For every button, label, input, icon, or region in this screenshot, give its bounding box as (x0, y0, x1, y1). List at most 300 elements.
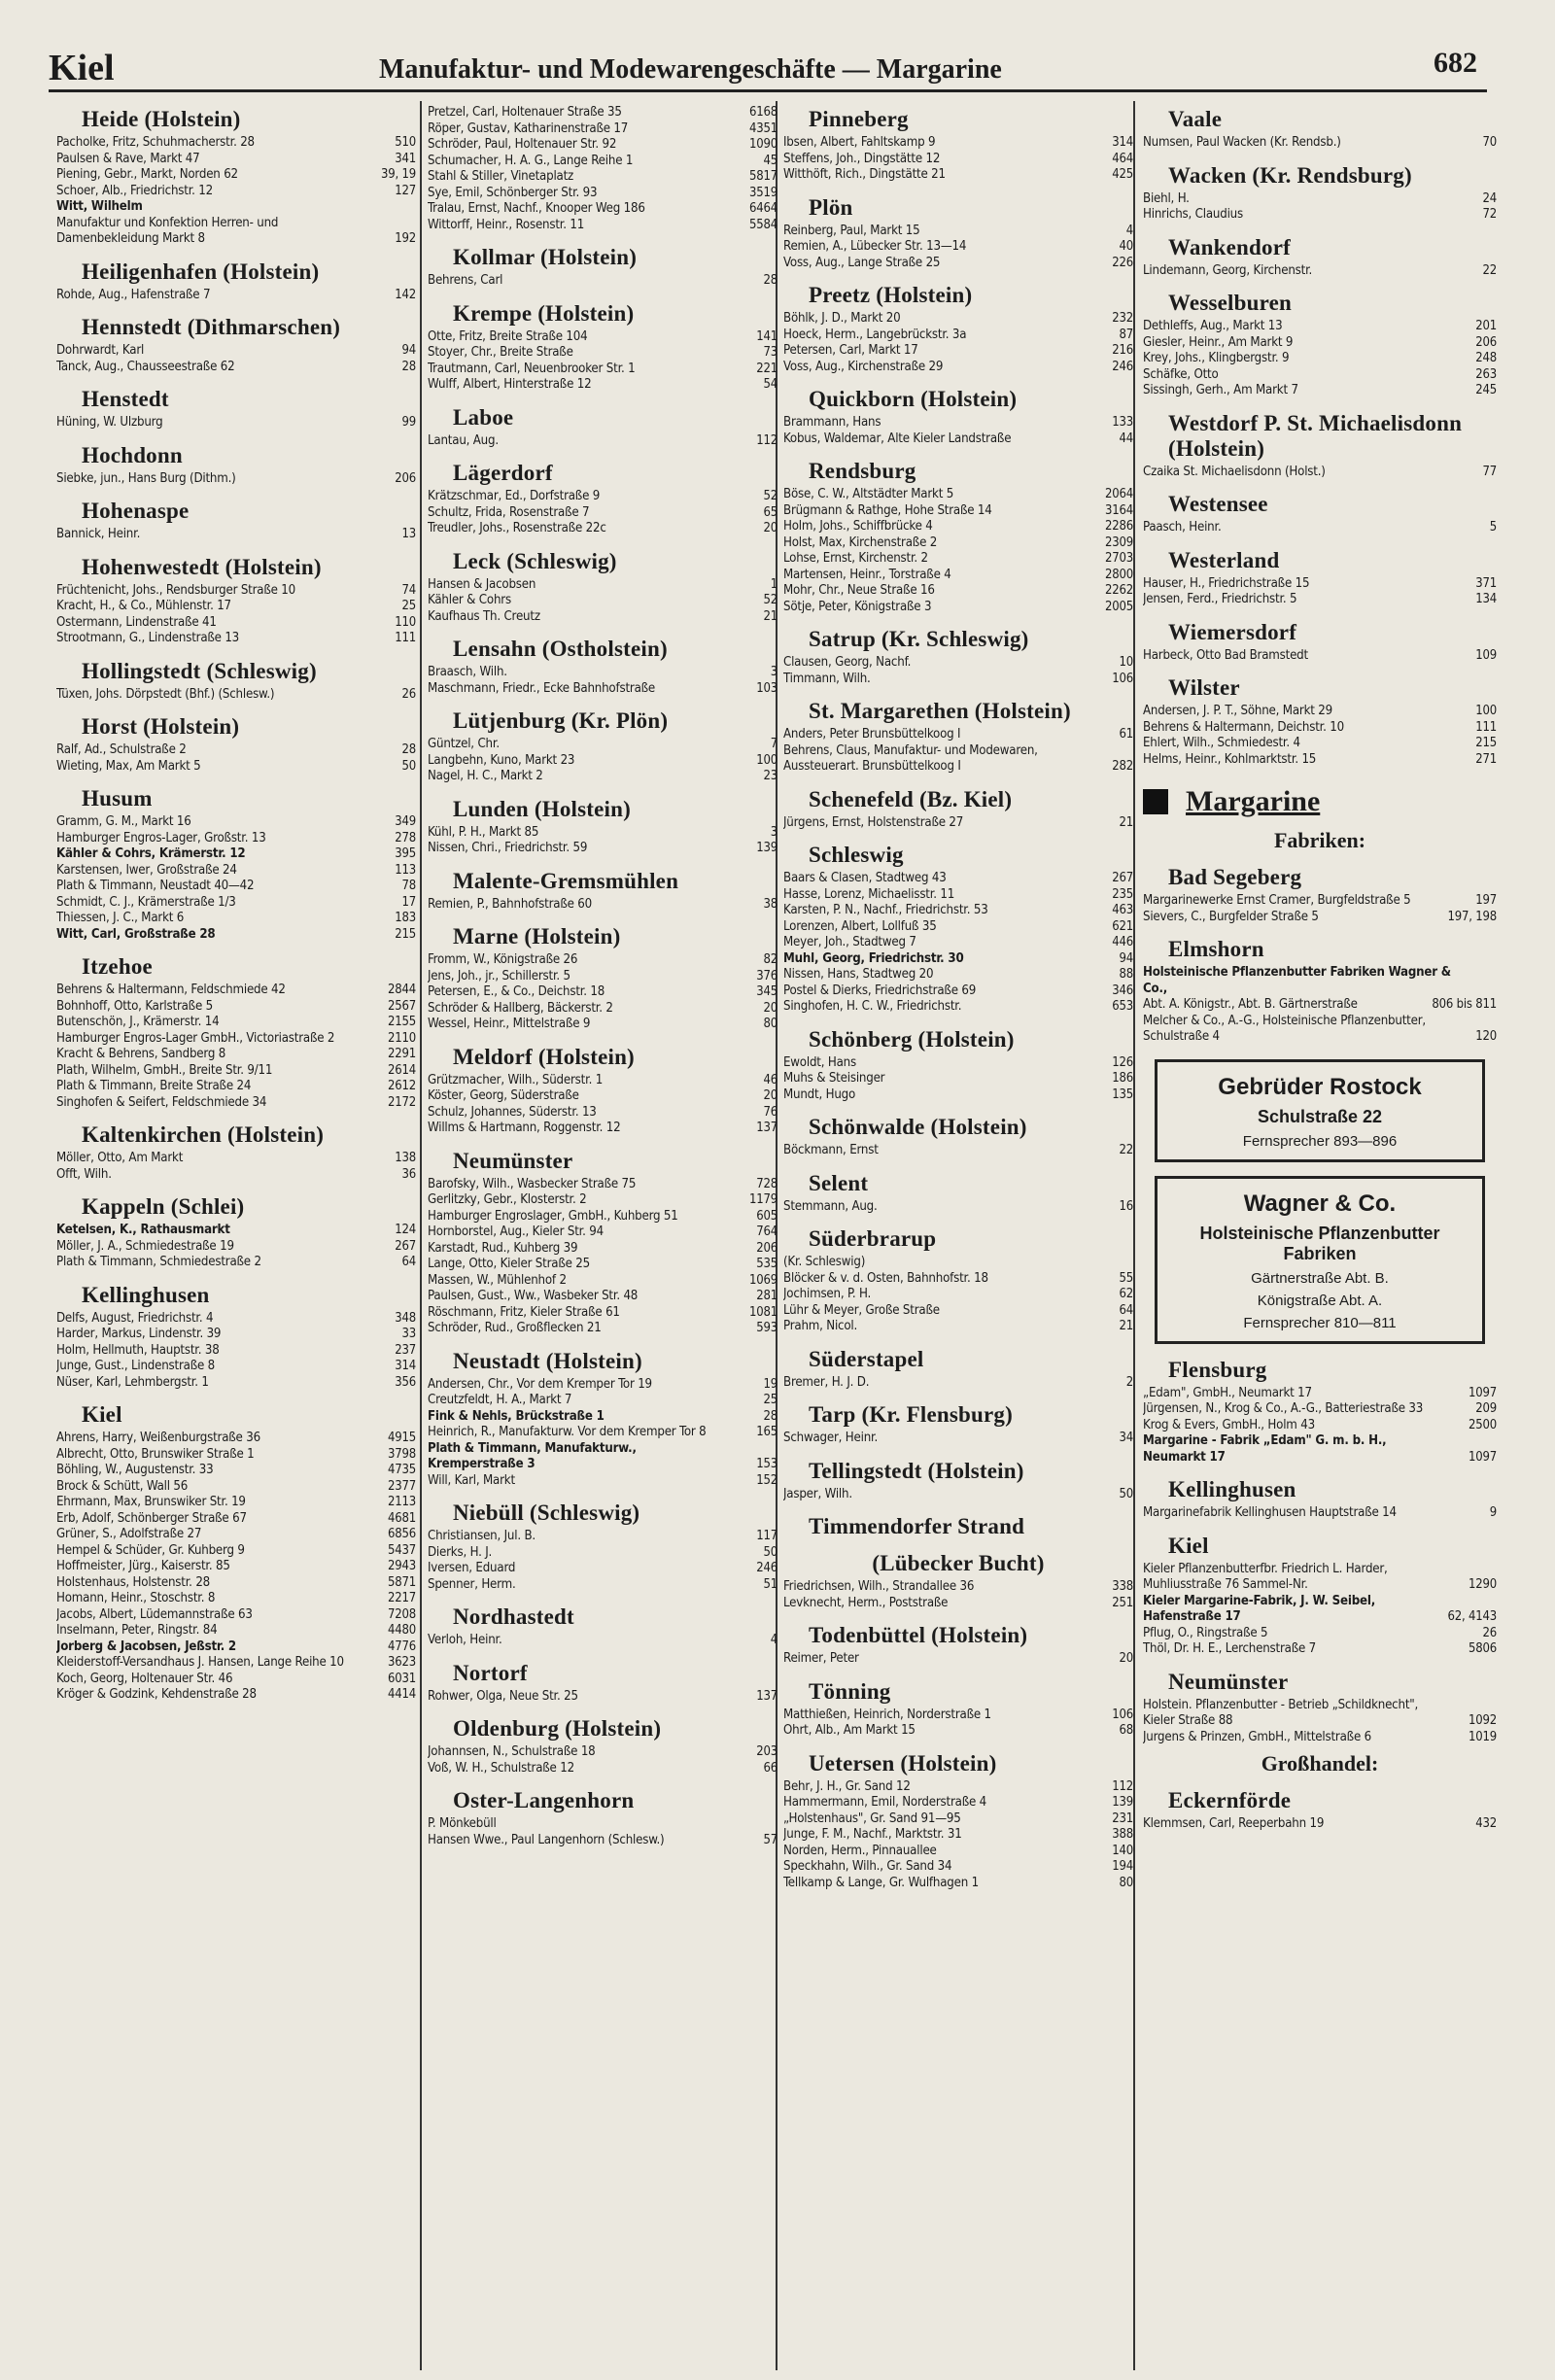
entry-name: Plath & Timmann, Breite Straße 24 (56, 1079, 252, 1093)
phone-number: 26 (1482, 1625, 1497, 1640)
entry-name: Güntzel, Chr. (428, 737, 500, 751)
directory-entry (428, 1257, 778, 1273)
directory-entry (428, 1377, 778, 1394)
entry-name: Kleiderstoff-Versandhaus J. Hansen, Lange Reihe 10 (56, 1655, 344, 1670)
entry-name: Brügmann & Rathge, Hohe Straße 14 (783, 502, 992, 518)
directory-column-4 (1143, 105, 1497, 2369)
phone-number: 203 (756, 1744, 778, 1759)
directory-entry (56, 1343, 416, 1360)
entry-name: Behr, J. H., Gr. Sand 12 (783, 1778, 911, 1794)
directory-entry (783, 519, 1133, 535)
phone-number: 40 (1119, 239, 1133, 254)
directory-entry (428, 1321, 778, 1337)
directory-entry (56, 983, 416, 999)
town-heading: Krempe (Holstein) (453, 300, 635, 326)
directory-entry (428, 825, 778, 842)
entry-name: Hoffmeister, Jürg., Kaiserstr. 85 (56, 1559, 230, 1573)
entry-name: Schultz, Frida, Rosenstraße 7 (428, 504, 590, 520)
entry-name: Junge, Gust., Lindenstraße 8 (56, 1359, 216, 1373)
directory-entry (783, 727, 1133, 743)
directory-entry (428, 1241, 778, 1258)
phone-number: 2005 (1105, 599, 1133, 614)
entry-name: Reimer, Peter (783, 1651, 859, 1666)
phone-number: 54 (763, 377, 778, 392)
phone-number: 2612 (388, 1079, 416, 1093)
town-heading: Schleswig (809, 843, 904, 867)
directory-entry (56, 1063, 416, 1080)
entry-name: Karstensen, Iwer, Großstraße 24 (56, 862, 237, 878)
entry-name: Muhs & Steisinger (783, 1071, 885, 1086)
directory-entry (783, 328, 1133, 344)
phone-number: 78 (401, 879, 416, 893)
directory-entry (56, 343, 416, 360)
town-heading: Horst (Holstein) (82, 714, 240, 739)
directory-entry (56, 895, 416, 912)
directory-entry (1143, 1594, 1497, 1626)
entry-name: Ehlert, Wilh., Schmiedestr. 4 (1143, 736, 1300, 750)
entry-name: Margarinewerke Ernst Cramer, Burgfeldstraße 5 (1143, 893, 1411, 908)
entry-name: Andersen, Chr., Vor dem Kremper Tor 19 (428, 1376, 652, 1392)
entry-name: Hoeck, Herm., Langebrückstr. 3a (783, 327, 967, 342)
directory-entry (783, 431, 1133, 448)
directory-entry (1143, 704, 1497, 720)
entry-name: Timmann, Wilh. (783, 671, 871, 686)
town-heading: Oster-Langenhorn (453, 1788, 635, 1812)
phone-number: 70 (1482, 135, 1497, 150)
directory-entry (1143, 648, 1497, 665)
phone-number: 28 (401, 359, 416, 374)
phone-number: 535 (756, 1257, 778, 1271)
entry-name: Margarine - Fabrik „Edam" G. m. b. H., Neumarkt 17 (1143, 1433, 1387, 1465)
directory-entry (428, 218, 778, 234)
phone-number: 2377 (388, 1478, 416, 1494)
entry-name: Piening, Gebr., Markt, Norden 62 (56, 167, 238, 182)
directory-entry (428, 186, 778, 202)
town-heading: Schönwalde (Holstein) (809, 1115, 1027, 1139)
entry-name: Lantau, Aug. (428, 432, 499, 448)
entry-name: Stahl & Stiller, Vinetaplatz (428, 169, 574, 184)
entry-name: Friedrichsen, Wilh., Strandallee 36 (783, 1579, 975, 1594)
entry-name: Kracht, H., & Co., Mühlenstr. 17 (56, 599, 231, 613)
directory-entry (783, 1579, 1133, 1596)
directory-entry (56, 1511, 416, 1528)
entry-name: Krey, Johs., Klingbergstr. 9 (1143, 351, 1290, 365)
entry-name: Hammermann, Emil, Norderstraße 4 (783, 1795, 986, 1810)
phone-number: 4735 (388, 1463, 416, 1477)
town-heading: Eckernförde (1168, 1788, 1292, 1812)
phone-number: 10 (1119, 655, 1133, 670)
entry-name: Witt, Wilhelm (56, 199, 143, 214)
entry-name: Johannsen, N., Schulstraße 18 (428, 1744, 596, 1759)
phone-number: 231 (1112, 1811, 1133, 1826)
directory-entry (1143, 1562, 1497, 1594)
town-heading: Meldorf (Holstein) (453, 1044, 635, 1069)
phone-number: 55 (1119, 1270, 1133, 1286)
phone-number: 38 (763, 896, 778, 912)
phone-number: 106 (1112, 1707, 1133, 1722)
phone-number: 4776 (388, 1638, 416, 1654)
phone-number: 44 (1119, 431, 1133, 446)
directory-entry (783, 1795, 1133, 1811)
phone-number: 806 bis 811 (1432, 997, 1497, 1012)
directory-entry (783, 343, 1133, 360)
town-heading: Westerland (1168, 547, 1280, 572)
phone-number: 1097 (1469, 1385, 1497, 1400)
directory-entry (1143, 319, 1497, 335)
directory-entry (783, 1651, 1133, 1668)
entry-name: (Kr. Schleswig) (783, 1255, 866, 1269)
phone-number: 232 (1112, 311, 1133, 326)
entry-name: Inselmann, Peter, Ringstr. 84 (56, 1623, 218, 1638)
entry-name: Hüning, W. Ulzburg (56, 415, 163, 430)
town-heading: Wesselburen (1168, 291, 1293, 315)
entry-name: Delfs, August, Friedrichstr. 4 (56, 1310, 214, 1326)
directory-entry (1143, 736, 1497, 752)
entry-name: Nissen, Chri., Friedrichstr. 59 (428, 841, 588, 855)
directory-entry (783, 1723, 1133, 1740)
ad-line: Königstraße Abt. A. (1257, 1292, 1383, 1309)
phone-number: 20 (763, 1000, 778, 1016)
town-heading: Lägerdorf (453, 461, 553, 485)
entry-name: Czaika St. Michaelisdonn (Holst.) (1143, 464, 1326, 479)
advertisement-box (1155, 1059, 1485, 1162)
directory-entry (1143, 1418, 1497, 1434)
directory-entry (783, 1071, 1133, 1087)
directory-entry (783, 1143, 1133, 1159)
entry-name: Plath & Timmann, Schmiedestraße 2 (56, 1255, 261, 1269)
phone-number: 64 (1119, 1302, 1133, 1318)
phone-number: 50 (763, 1544, 778, 1560)
entry-name: Harder, Markus, Lindenstr. 39 (56, 1327, 222, 1341)
entry-name: Tralau, Ernst, Nachf., Knooper Weg 186 (428, 201, 645, 216)
entry-name: Helms, Heinr., Kohlmarktstr. 15 (1143, 751, 1317, 767)
directory-entry (428, 137, 778, 154)
entry-name: Sievers, C., Burgfelder Straße 5 (1143, 909, 1319, 924)
phone-number: 33 (401, 1327, 416, 1341)
phone-number: 2703 (1105, 551, 1133, 566)
phone-number: 356 (395, 1374, 416, 1390)
directory-entry (56, 1559, 416, 1575)
entry-name: Ketelsen, K., Rathausmarkt (56, 1223, 230, 1237)
directory-entry (428, 1224, 778, 1241)
entry-name: Junge, F. M., Nachf., Marktstr. 31 (783, 1827, 962, 1842)
entry-name: Tellkamp & Lange, Gr. Wulfhagen 1 (783, 1875, 979, 1890)
entry-name: Hasse, Lorenz, Michaelisstr. 11 (783, 886, 955, 902)
phone-number: 73 (763, 345, 778, 360)
directory-entry (783, 743, 1133, 776)
phone-number: 134 (1475, 592, 1497, 606)
town-heading: Lütjenburg (Kr. Plön) (453, 708, 669, 733)
entry-name: Meyer, Joh., Stadtweg 7 (783, 935, 916, 949)
phone-number: 197 (1475, 893, 1497, 908)
entry-name: Mohr, Chr., Neue Straße 16 (783, 583, 935, 598)
directory-entry (56, 1687, 416, 1704)
directory-entry (1143, 1730, 1497, 1746)
directory-entry (428, 1289, 778, 1305)
town-heading: Preetz (Holstein) (809, 283, 973, 307)
phone-number: 463 (1112, 903, 1133, 917)
directory-entry (56, 415, 416, 431)
town-heading: Oldenburg (Holstein) (453, 1716, 662, 1741)
phone-number: 100 (1475, 704, 1497, 718)
phone-number: 206 (1475, 334, 1497, 350)
phone-number: 61 (1119, 727, 1133, 742)
directory-entry (56, 1543, 416, 1560)
phone-number: 1069 (749, 1272, 778, 1288)
directory-entry (56, 1527, 416, 1543)
directory-column-1 (56, 105, 416, 2369)
directory-entry (1143, 592, 1497, 608)
phone-number: 120 (1475, 1029, 1497, 1044)
directory-entry (56, 1031, 416, 1048)
phone-number: 165 (756, 1425, 778, 1439)
entry-name: Massen, W., Mühlenhof 2 (428, 1272, 567, 1288)
phone-number: 1097 (1469, 1449, 1497, 1465)
directory-entry (56, 742, 416, 759)
phone-number: 653 (1112, 999, 1133, 1014)
town-heading: Kellinghusen (1168, 1477, 1296, 1501)
phone-number: 1081 (749, 1304, 778, 1320)
phone-number: 51 (763, 1576, 778, 1592)
phone-number: 267 (395, 1238, 416, 1254)
phone-number: 371 (1475, 575, 1497, 591)
entry-name: Sye, Emil, Schönberger Str. 93 (428, 185, 598, 200)
entry-name: Remien, P., Bahnhofstraße 60 (428, 896, 592, 912)
phone-number: 110 (395, 614, 416, 630)
town-heading: Husum (82, 786, 153, 811)
directory-entry (1143, 576, 1497, 593)
entry-name: Gerlitzky, Gebr., Klosterstr. 2 (428, 1192, 587, 1207)
phone-number: 314 (395, 1359, 416, 1373)
column-divider (1133, 101, 1135, 2370)
entry-name: Dierks, H. J. (428, 1544, 493, 1560)
entry-name: Willms & Hartmann, Roggenstr. 12 (428, 1121, 621, 1135)
entry-name: Schröder & Hallberg, Bäckerstr. 2 (428, 1000, 613, 1016)
directory-entry (56, 879, 416, 895)
phone-number: 26 (401, 686, 416, 702)
directory-entry (428, 1409, 778, 1426)
entry-name: Petersen, E., & Co., Deichstr. 18 (428, 984, 605, 999)
entry-name: „Holstenhaus", Gr. Sand 91—95 (783, 1811, 961, 1826)
phone-number: 376 (756, 968, 778, 983)
entry-name: Holstein. Pflanzenbutter - Betrieb „Schildknecht", Kieler Straße 88 (1143, 1697, 1419, 1728)
entry-name: Klemmsen, Carl, Reeperbahn 19 (1143, 1816, 1325, 1831)
phone-number: 245 (1475, 383, 1497, 397)
town-heading: Todenbüttel (Holstein) (809, 1623, 1028, 1647)
entry-name: Harbeck, Otto Bad Bramstedt (1143, 647, 1308, 663)
entry-name: Voß, W. H., Schulstraße 12 (428, 1760, 574, 1776)
entry-name: Hamburger Engroslager, GmbH., Kuhberg 51 (428, 1208, 678, 1224)
town-heading: Kiel (82, 1402, 122, 1427)
directory-entry (56, 631, 416, 647)
town-heading: Flensburg (1168, 1357, 1267, 1382)
town-heading: Vaale (1168, 107, 1223, 131)
phone-number: 109 (1475, 647, 1497, 663)
entry-name: Muhl, Georg, Friedrichstr. 30 (783, 950, 964, 966)
phone-number: 72 (1482, 207, 1497, 222)
phone-number: 216 (1112, 343, 1133, 358)
phone-number: 4 (770, 1633, 778, 1647)
entry-name: Butenschön, J., Krämerstr. 14 (56, 1015, 220, 1029)
phone-number: 46 (763, 1072, 778, 1087)
town-heading: Pinneberg (809, 107, 909, 131)
phone-number: 139 (1112, 1795, 1133, 1810)
directory-entry (428, 1273, 778, 1290)
phone-number: 5806 (1469, 1641, 1497, 1656)
directory-entry (1143, 335, 1497, 352)
phone-number: 246 (756, 1561, 778, 1575)
entry-name: Hinrichs, Claudius (1143, 207, 1243, 222)
entry-name: Rohwer, Olga, Neue Str. 25 (428, 1688, 578, 1704)
phone-number: 314 (1112, 135, 1133, 150)
phone-number: 5584 (749, 217, 778, 232)
phone-number: 192 (395, 231, 416, 246)
phone-number: 113 (395, 862, 416, 878)
entry-name: Kieler Pflanzenbutterfbr. Friedrich L. Harder, Muhliusstraße 76 Sammel-Nr. (1143, 1561, 1388, 1592)
directory-column-2 (428, 105, 778, 2369)
entry-name: Schwager, Heinr. (783, 1431, 879, 1445)
entry-name: Bohnhoff, Otto, Karlstraße 5 (56, 998, 213, 1014)
directory-entry (1143, 1698, 1497, 1730)
entry-name: Röschmann, Fritz, Kieler Straße 61 (428, 1304, 620, 1320)
phone-number: 6856 (388, 1527, 416, 1541)
directory-entry (56, 1463, 416, 1479)
phone-number: 4681 (388, 1510, 416, 1526)
entry-name: Numsen, Paul Wacken (Kr. Rendsb.) (1143, 135, 1341, 150)
phone-number: 278 (395, 830, 416, 845)
entry-name: Kieler Margarine-Fabrik, J. W. Seibel, Hafenstraße 17 (1143, 1593, 1376, 1624)
town-heading: Neumünster (453, 1148, 573, 1173)
entry-name: Jens, Joh., jr., Schillerstr. 5 (428, 968, 570, 983)
ad-company-name: Gebrüder Rostock (1218, 1073, 1422, 1100)
directory-entry (56, 1095, 416, 1112)
phone-number: 21 (763, 608, 778, 624)
town-heading: Süderbrarup (809, 1226, 937, 1251)
directory-entry (783, 256, 1133, 272)
directory-entry (56, 615, 416, 632)
section-heading (1143, 785, 1497, 818)
entry-name: Wittorff, Heinr., Rosenstr. 11 (428, 217, 585, 232)
phone-number: 764 (756, 1224, 778, 1239)
directory-entry (428, 273, 778, 290)
directory-entry (56, 1151, 416, 1167)
directory-entry (1143, 720, 1497, 737)
directory-entry (56, 1623, 416, 1639)
phone-number: 341 (395, 151, 416, 166)
phone-number: 605 (756, 1208, 778, 1224)
phone-number: 2064 (1105, 487, 1133, 501)
entry-name: Albrecht, Otto, Brunswiker Straße 1 (56, 1446, 255, 1462)
phone-number: 135 (1112, 1087, 1133, 1102)
phone-number: 2844 (388, 983, 416, 997)
town-heading: Lunden (Holstein) (453, 796, 631, 821)
phone-number: 6464 (749, 201, 778, 216)
entry-name: P. Mönkebüll (428, 1816, 497, 1831)
entry-name: Ralf, Ad., Schulstraße 2 (56, 742, 187, 757)
entry-name: Treudler, Johs., Rosenstraße 22c (428, 521, 606, 535)
entry-name: Offt, Wilh. (56, 1166, 112, 1182)
phone-number: 24 (1482, 190, 1497, 206)
town-heading: Tellingstedt (Holstein) (809, 1458, 1024, 1483)
phone-number: 621 (1112, 918, 1133, 934)
directory-entry (56, 1431, 416, 1447)
phone-number: 112 (1112, 1778, 1133, 1794)
directory-entry (783, 239, 1133, 256)
phone-number: 2262 (1105, 583, 1133, 598)
ad-line: Gärtnerstraße Abt. B. (1251, 1269, 1389, 1287)
town-heading: Westensee (1168, 492, 1268, 516)
directory-entry (428, 897, 778, 914)
entry-name: Behrens & Haltermann, Deichstr. 10 (1143, 719, 1344, 735)
phone-number: 206 (756, 1240, 778, 1256)
phone-number: 4915 (388, 1431, 416, 1445)
directory-entry (428, 737, 778, 753)
phone-number: 76 (763, 1104, 778, 1120)
entry-name: Lorenzen, Albert, Lollfuß 35 (783, 918, 937, 934)
entry-name: Brock & Schütt, Wall 56 (56, 1478, 189, 1494)
directory-entry (428, 521, 778, 537)
directory-entry (783, 583, 1133, 600)
phone-number: 271 (1475, 751, 1497, 767)
entry-name: Ohrt, Alb., Am Markt 15 (783, 1723, 916, 1738)
directory-entry (428, 1425, 778, 1441)
entry-name: Gramm, G. M., Markt 16 (56, 814, 191, 829)
entry-name: Jensen, Ferd., Friedrichstr. 5 (1143, 592, 1297, 606)
directory-entry (428, 1761, 778, 1777)
phone-number: 25 (401, 599, 416, 613)
phone-number: 1090 (749, 137, 778, 152)
entry-name: Schumacher, H. A. G., Lange Reihe 1 (428, 153, 634, 168)
directory-entry (1143, 520, 1497, 536)
phone-number: 124 (395, 1223, 416, 1237)
entry-name: Bremer, H. J. D. (783, 1374, 870, 1390)
directory-entry (56, 846, 416, 863)
directory-entry (783, 568, 1133, 584)
town-heading: Timmendorfer Strand (809, 1514, 1025, 1538)
phone-number: 263 (1475, 366, 1497, 382)
running-head-title: Manufaktur- und Modewarengeschäfte — Margarine (379, 54, 1002, 85)
entry-name: Nagel, H. C., Markt 2 (428, 769, 543, 783)
directory-entry (783, 415, 1133, 431)
entry-name: Stoyer, Chr., Breite Straße (428, 345, 573, 360)
directory-entry (56, 759, 416, 776)
entry-name: Holm, Johs., Schiffbrücke 4 (783, 519, 933, 534)
directory-entry (783, 919, 1133, 936)
entry-name: Rohde, Aug., Hafenstraße 7 (56, 287, 211, 302)
town-heading: Hohenaspe (82, 499, 190, 523)
entry-name: Jacobs, Albert, Lüdemannstraße 63 (56, 1606, 253, 1622)
phone-number: 215 (395, 926, 416, 942)
phone-number: 246 (1112, 359, 1133, 374)
entry-name: Hansen & Jacobsen (428, 576, 536, 592)
town-heading: Wacken (Kr. Rendsburg) (1168, 162, 1412, 188)
phone-number: 22 (1119, 1143, 1133, 1157)
entry-name: Paasch, Heinr. (1143, 520, 1222, 535)
entry-name: Paulsen, Gust., Ww., Wasbeker Str. 48 (428, 1289, 639, 1303)
directory-entry (56, 1015, 416, 1031)
phone-number: 226 (1112, 255, 1133, 270)
entry-name: Norden, Herm., Pinnauallee (783, 1843, 937, 1858)
phone-number: 126 (1112, 1054, 1133, 1070)
entry-name: Voss, Aug., Lange Straße 25 (783, 255, 941, 270)
phone-number: 23 (763, 769, 778, 783)
entry-name: Remien, A., Lübecker Str. 13—14 (783, 239, 967, 254)
entry-name: Paulsen & Rave, Markt 47 (56, 151, 200, 166)
ad-line: Holsteinische Pflanzenbutter Fabriken (1199, 1223, 1440, 1263)
directory-entry (783, 1859, 1133, 1876)
directory-entry (428, 1121, 778, 1137)
directory-entry (783, 152, 1133, 168)
